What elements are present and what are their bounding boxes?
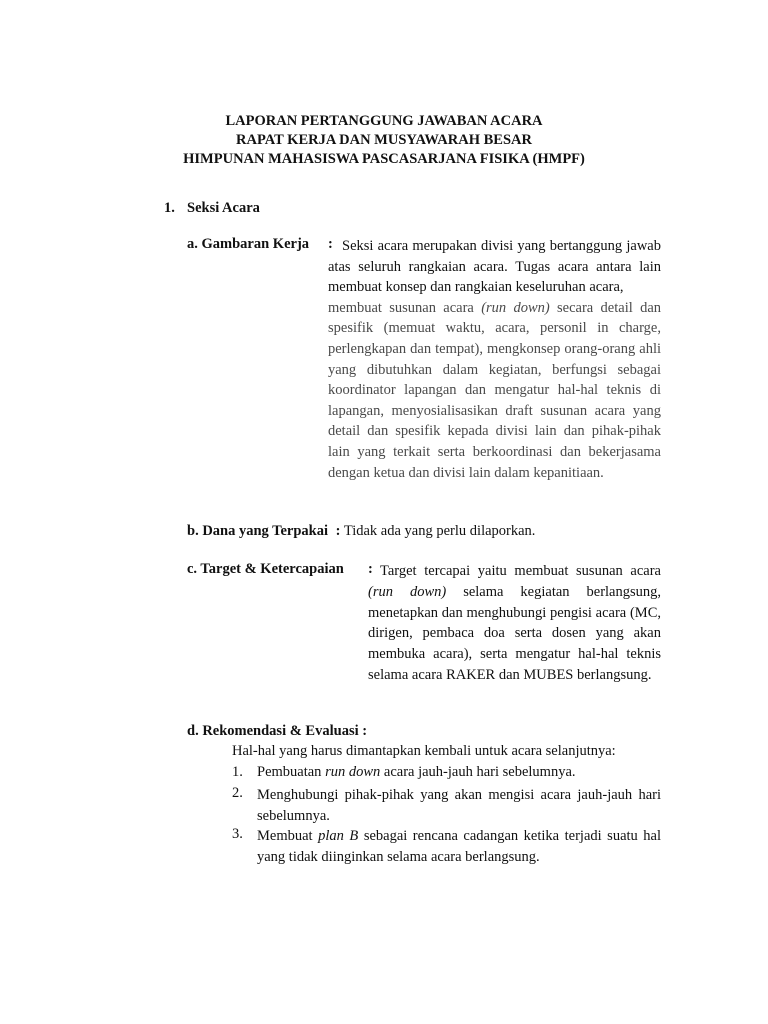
item-c-italic: (run down) — [368, 583, 447, 600]
item-a-colon: : — [328, 236, 333, 252]
item-a-text-before: membuat susunan acara — [328, 299, 474, 316]
item-d-intro: Hal-hal yang harus dimantapkan kembali untuk acara selanjutnya: — [232, 743, 616, 759]
item-a-text-after: secara detail dan spesifik (memuat waktu, acara, personil in charge, perlengkapan dan tempat), mengkonsep orang-orang ahli yang dibutuhkan dalam kegiatan, berfungsi sebagai koordinator lapangan dan mengatur hal-hal teknis di lapangan, menyosialisasikan draft susunan acara yang detail dan spesifik kepada divisi lain dan pihak-pihak lain yang terkait serta berkoordinasi dan bekerjasama dengan ketua dan divisi lain dalam kepanitiaan. — [328, 299, 662, 481]
list-item-1-text-before: Pembuatan — [257, 764, 322, 780]
list-item-1-number: 1. — [232, 764, 243, 780]
report-title-line-3: HIMPUNAN MAHASISWA PASCASARJANA FISIKA (HMPF) — [183, 151, 585, 167]
item-b-text: Tidak ada yang perlu dilaporkan. — [343, 523, 536, 539]
section-title: Seksi Acara — [187, 200, 260, 216]
report-title-line-2: RAPAT KERJA DAN MUSYAWARAH BESAR — [236, 132, 532, 148]
item-d-label: d. Rekomendasi & Evaluasi : — [187, 723, 368, 739]
section-number: 1. — [164, 200, 175, 216]
item-b-colon: : — [335, 523, 341, 539]
list-item-3 — [257, 826, 661, 867]
item-a-italic: (run down) — [481, 299, 550, 316]
item-c-text-after: selama kegiatan berlangsung, menetapkan dan menghubungi pengisi acara (MC, dirigen, pembaca doa serta dosen yang akan membuka acara), serta mengatur hal-hal teknis selama acara RAKER dan MUBES berlangsung. — [368, 583, 662, 683]
report-title-line-1: LAPORAN PERTANGGUNG JAWABAN ACARA — [225, 113, 543, 129]
item-b-row — [187, 523, 535, 540]
item-a-label: a. Gambaran Kerja — [187, 236, 310, 252]
item-c-label: c. Target & Ketercapaian — [187, 561, 344, 577]
list-item-2: Menghubungi pihak-pihak yang akan mengisi acara jauh-jauh hari sebelumnya. — [257, 787, 661, 824]
item-c-colon: : — [368, 561, 373, 577]
list-item-3-text-before: Membuat — [257, 828, 313, 844]
list-item-1-italic: run down — [325, 764, 381, 780]
list-item-2-number: 2. — [232, 785, 243, 801]
item-c-description — [368, 561, 661, 686]
list-item-1-text-after: acara jauh-jauh hari sebelumnya. — [383, 764, 576, 780]
list-item-3-italic: plan B — [318, 828, 359, 844]
item-a-paragraph-2 — [328, 298, 661, 483]
list-item-3-number: 3. — [232, 826, 243, 842]
item-c-text-before: Target tercapai yaitu membuat susunan acara — [380, 563, 661, 579]
item-a-description — [328, 236, 661, 483]
list-item-1 — [257, 764, 576, 781]
item-b-label: b. Dana yang Terpakai — [187, 523, 329, 539]
list-item-3-text-after: sebagai rencana cadangan ketika terjadi suatu hal yang tidak diinginkan selama acara berlangsung. — [257, 828, 662, 865]
item-a-paragraph-1: Seksi acara merupakan divisi yang bertanggung jawab atas seluruh rangkaian acara. Tugas acara antara lain membuat konsep dan rangkaian keseluruhan acara, — [328, 238, 661, 296]
